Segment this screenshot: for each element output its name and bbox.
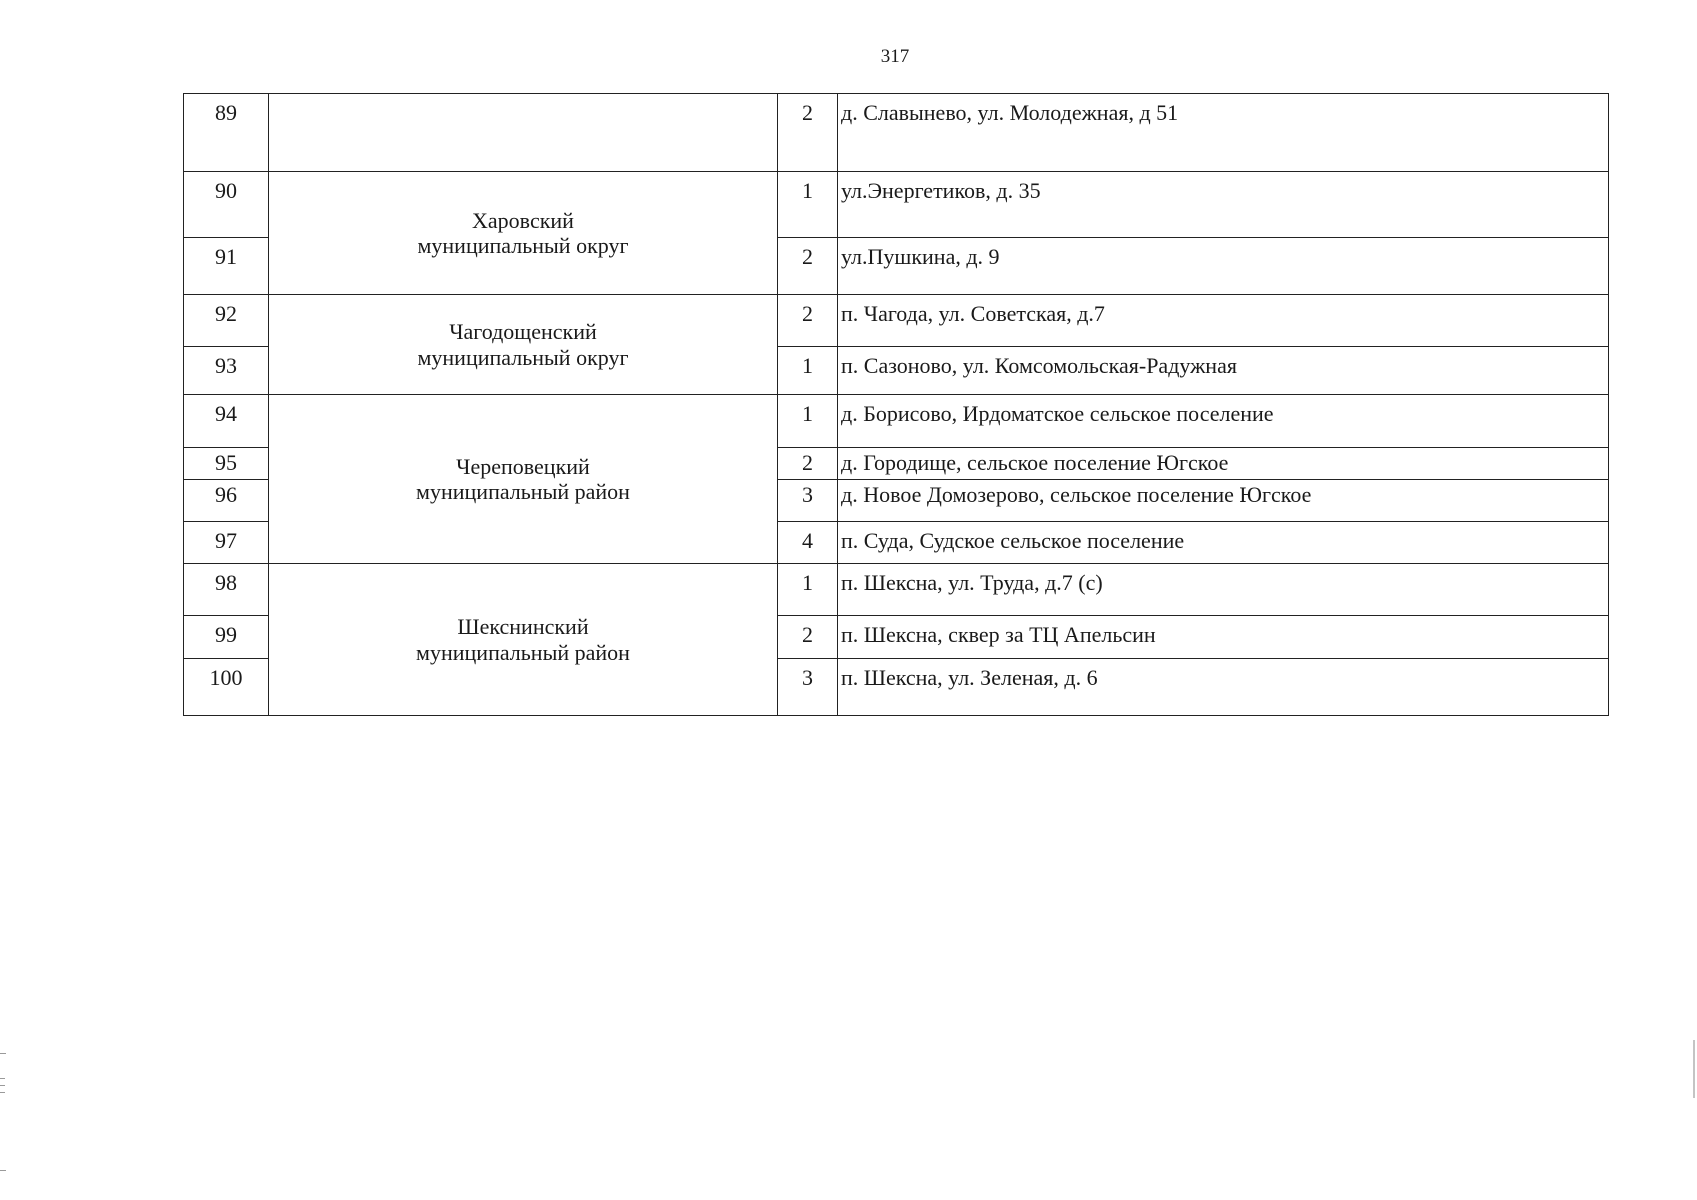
district-name: Чагодощенский (449, 319, 597, 345)
site-address: д. Славынево, ул. Молодежная, д 51 (838, 94, 1609, 172)
site-address: д. Борисово, Ирдоматское сельское поселение (838, 395, 1609, 448)
site-address: п. Суда, Судское сельское поселение (838, 522, 1609, 564)
district-name: Шекснинский (457, 614, 589, 640)
site-index: 1 (778, 395, 838, 448)
registry-table (183, 93, 1609, 716)
district-name: Харовский (472, 207, 574, 233)
district-cell (269, 395, 778, 564)
table-row (184, 172, 1609, 238)
row-number: 97 (184, 522, 269, 564)
site-index: 3 (778, 659, 838, 716)
scan-mark (0, 1078, 5, 1079)
district-subtitle: муниципальный район (416, 639, 630, 665)
scan-mark (0, 1053, 6, 1054)
district-subtitle: муниципальный округ (417, 233, 629, 258)
site-index: 1 (778, 564, 838, 616)
site-address: п. Сазоново, ул. Комсомольская-Радужная (838, 347, 1609, 395)
site-address: п. Шексна, ул. Зеленая, д. 6 (838, 659, 1609, 716)
site-index: 2 (778, 94, 838, 172)
site-index: 4 (778, 522, 838, 564)
row-number: 90 (184, 172, 269, 238)
table-row (184, 564, 1609, 616)
row-number: 89 (184, 94, 269, 172)
district-name: Череповецкий (456, 453, 590, 479)
scan-mark (1693, 1040, 1695, 1098)
district-cell (269, 295, 778, 395)
row-number: 94 (184, 395, 269, 448)
site-address: ул.Пушкина, д. 9 (838, 238, 1609, 295)
site-index: 2 (778, 238, 838, 295)
row-number: 92 (184, 295, 269, 347)
site-index: 1 (778, 347, 838, 395)
row-number: 98 (184, 564, 269, 616)
site-index: 2 (778, 616, 838, 659)
site-address: д. Новое Домозерово, сельское поселение Югское (838, 480, 1609, 522)
site-index: 1 (778, 172, 838, 238)
site-address: п. Чагода, ул. Советская, д.7 (838, 295, 1609, 347)
district-cell (269, 564, 778, 716)
district-subtitle: муниципальный округ (417, 344, 629, 370)
district-subtitle: муниципальный район (416, 479, 630, 504)
site-address: п. Шексна, ул. Труда, д.7 (с) (838, 564, 1609, 616)
row-number: 91 (184, 238, 269, 295)
row-number: 100 (184, 659, 269, 716)
page-number: 317 (880, 46, 910, 67)
site-address: ул.Энергетиков, д. 35 (838, 172, 1609, 238)
row-number: 95 (184, 448, 269, 480)
district-cell (269, 94, 778, 172)
scan-mark (0, 1092, 5, 1093)
row-number: 93 (184, 347, 269, 395)
table-row (184, 94, 1609, 172)
site-index: 2 (778, 448, 838, 480)
scan-mark (0, 1085, 5, 1086)
district-cell (269, 172, 778, 295)
table-row (184, 395, 1609, 448)
site-address: д. Городище, сельское поселение Югское (838, 448, 1609, 480)
row-number: 99 (184, 616, 269, 659)
site-index: 3 (778, 480, 838, 522)
scan-mark (0, 1170, 6, 1171)
site-address: п. Шексна, сквер за ТЦ Апельсин (838, 616, 1609, 659)
site-index: 2 (778, 295, 838, 347)
row-number: 96 (184, 480, 269, 522)
table-row (184, 295, 1609, 347)
